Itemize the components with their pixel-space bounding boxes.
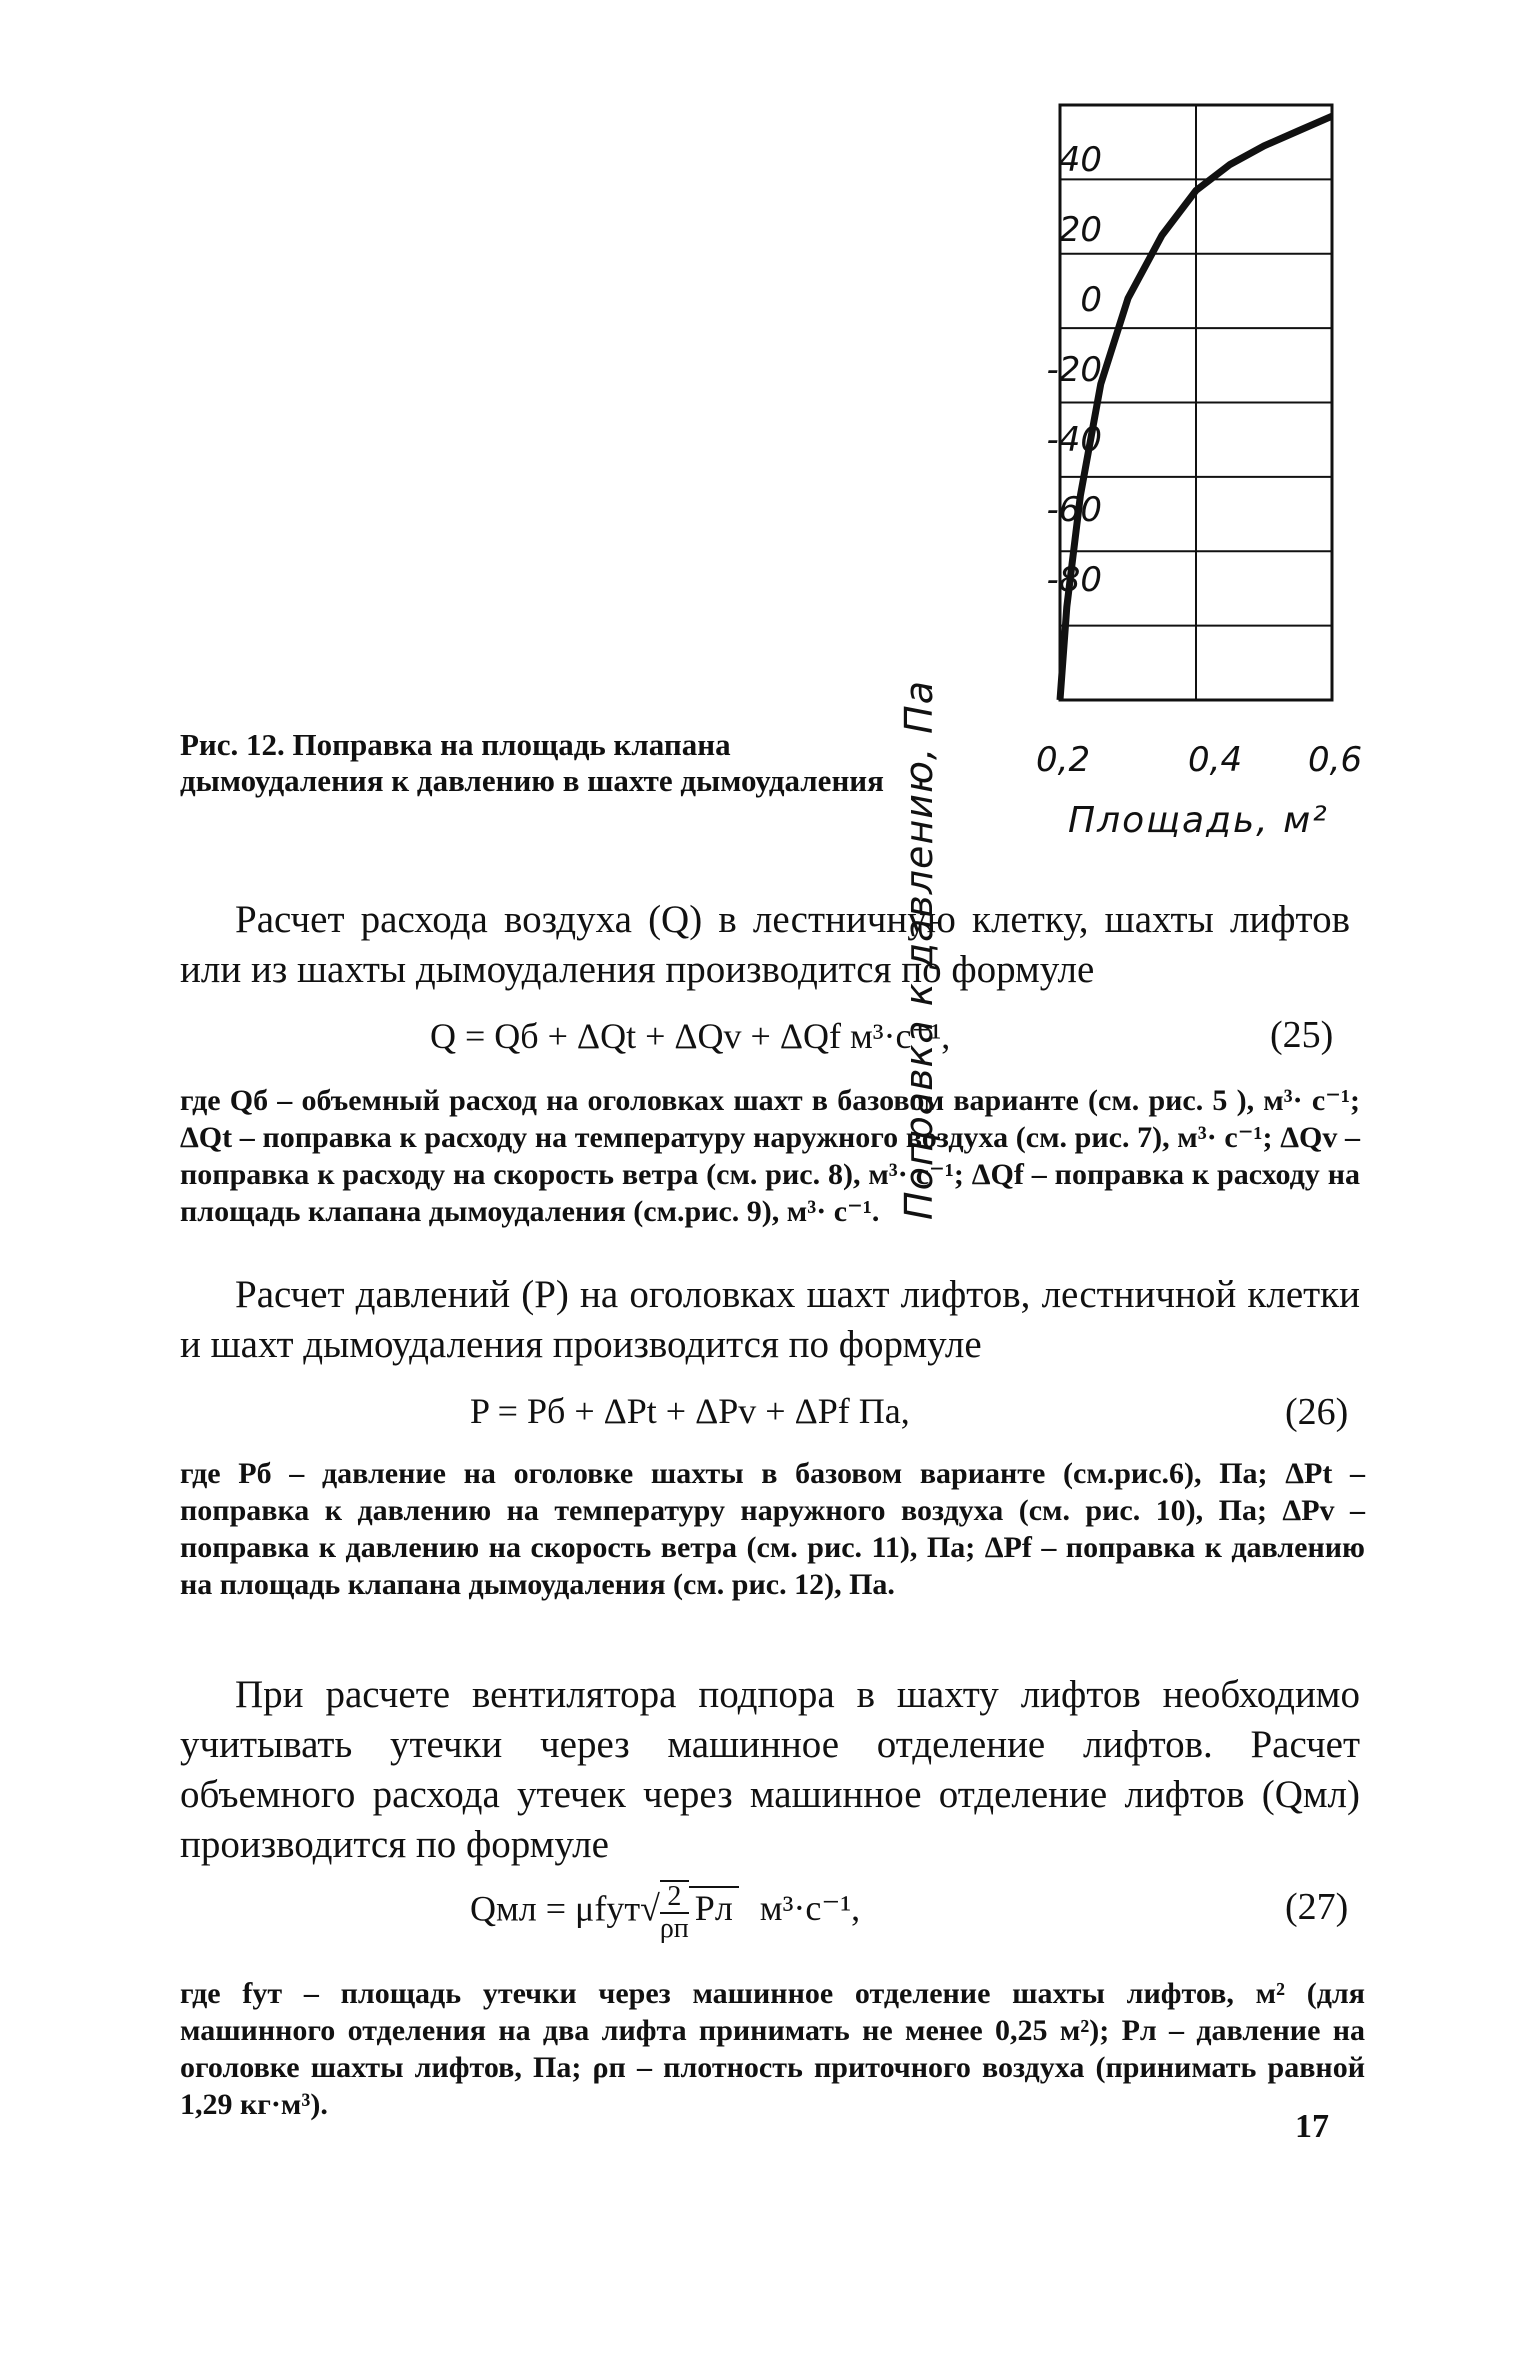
x-tick-0-6: 0,6 xyxy=(1308,740,1363,780)
where-25-block xyxy=(180,1082,1360,1230)
formula-27-lhs: Qмл = μfут√ xyxy=(470,1888,660,1929)
paragraph-1-block xyxy=(180,895,1350,995)
paragraph-2: Расчет давлений (Р) на оголовках шахт лифтов, лестничной клетки и шахт дымоудаления производится по формуле xyxy=(180,1273,1360,1366)
x-tick-0-2: 0,2 xyxy=(1036,740,1091,780)
where-26-text: где Pб – давление на оголовке шахты в базовом варианте (см.рис.6), Па; ΔPt – поправка к давлению на температуру наружного воздуха (см. рис. 10), Па; ΔPv – поправка к давлению на скорость ветра (см. рис. 11), Па; ΔPf – поправка к давлению на площадь клапана дымоудаления (см. рис. 12), Па. xyxy=(180,1457,1365,1601)
x-tick-0-4: 0,4 xyxy=(1188,740,1243,780)
y-tick-40: 40 xyxy=(1058,140,1102,180)
figure-caption: Рис. 12. Поправка на площадь клапана дымоудаления к давлению в шахте дымоудаления xyxy=(180,727,884,798)
formula-27-fraction xyxy=(660,1880,689,1944)
y-tick-minus20: -20 xyxy=(1046,350,1102,390)
x-axis-title: Площадь, м² xyxy=(1068,800,1329,841)
chart-svg xyxy=(900,140,1370,860)
formula-25-number: (25) xyxy=(1270,1014,1334,1056)
formula-27-units: м³·с⁻¹, xyxy=(759,1888,861,1929)
paragraph-3-block xyxy=(180,1670,1360,1870)
formula-27-number: (27) xyxy=(1285,1886,1349,1928)
y-tick-0: 0 xyxy=(1080,280,1102,320)
page-number: 17 xyxy=(1295,2108,1329,2145)
formula-26-number: (26) xyxy=(1285,1391,1349,1433)
where-27-text: где fут – площадь утечки через машинное отделение шахты лифтов, м² (для машинного отделения на два лифта принимать не менее 0,25 м²); Рл – давление на оголовке шахты лифтов, Па; ρп – плотность приточного воздуха (принимать равной 1,29 кг·м³). xyxy=(180,1977,1365,2121)
formula-27-num: 2 xyxy=(660,1882,689,1914)
formula-25: Q = Qб + ΔQt + ΔQv + ΔQf м³·с⁻¹, xyxy=(430,1016,951,1056)
paragraph-1: Расчет расхода воздуха (Q) в лестничную клетку, шахты лифтов или из шахты дымоудаления производится по формуле xyxy=(180,898,1350,991)
y-tick-minus80: -80 xyxy=(1046,560,1102,600)
y-tick-20: 20 xyxy=(1058,210,1102,250)
y-tick-minus60: -60 xyxy=(1046,490,1102,530)
where-25-text: где Qб – объемный расход на оголовках шахт в базовом варианте (см. рис. 5 ), м³· с⁻¹; ΔQt – поправка к расходу на температуру наружного воздуха (см. рис. 7), м³· с⁻¹; ΔQv – поправка к расходу на скорость ветра (см. рис. 8), м³· с⁻¹; ΔQf – поправка к расходу на площадь клапана дымоудаления (см.рис. 9), м³· с⁻¹. xyxy=(180,1084,1360,1228)
formula-27-radicand: Pл xyxy=(689,1886,739,1928)
formula-27 xyxy=(470,1880,860,1944)
where-26-block xyxy=(180,1455,1365,1603)
y-axis-title: Поправка к давлению, Па xyxy=(897,680,941,1220)
paragraph-2-block xyxy=(180,1270,1360,1370)
paragraph-3: При расчете вентилятора подпора в шахту лифтов необходимо учитывать утечки через машинное отделение лифтов. Расчет объемного расхода утечек через машинное отделение лифтов (Qмл) производится по формуле xyxy=(180,1673,1360,1866)
y-tick-minus40: -40 xyxy=(1046,420,1102,460)
formula-27-den: ρп xyxy=(659,1913,689,1944)
where-27-block xyxy=(180,1975,1365,2123)
formula-26: P = Pб + ΔPt + ΔPv + ΔPf Па, xyxy=(470,1391,910,1431)
